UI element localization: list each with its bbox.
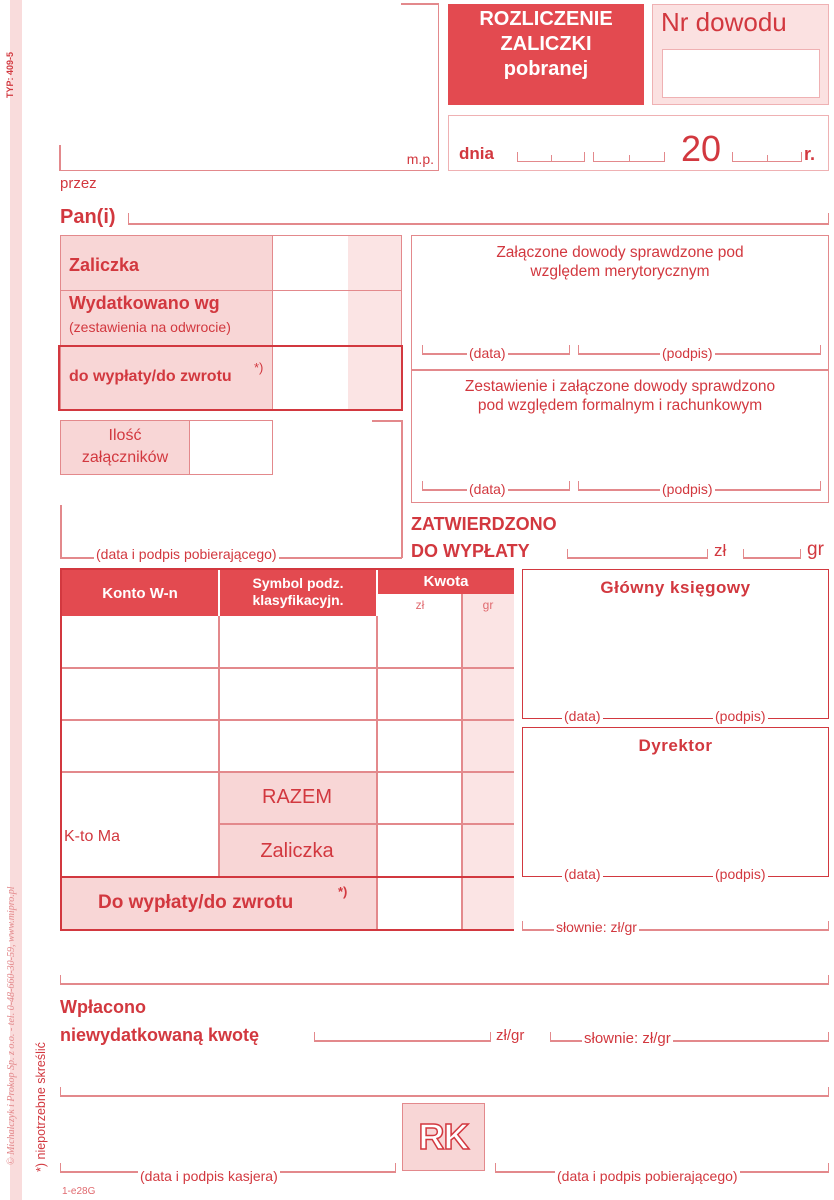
formal-sign-label: (podpis) [662,481,713,497]
razem-label: RAZEM [262,786,332,808]
tick [578,345,579,353]
tick [314,1032,315,1040]
summary-row-advance [61,236,401,291]
publisher-info: © Michalczyk i Prokop Sp. z o.o. - tel. 0-48-660-30-59, www.mipro.pl [6,886,17,1165]
credit-account-label: K-to Ma [64,828,121,845]
approval-zl-field[interactable] [567,557,708,559]
tick [800,549,801,557]
symbol-cell[interactable] [220,616,376,667]
day-field[interactable] [517,152,585,162]
summary-gr-field[interactable] [348,236,401,290]
przez-label: przez [60,175,97,192]
director-sign-label: (podpis) [715,866,766,882]
razem-zl-cell[interactable] [378,773,461,823]
date-box [448,115,829,171]
header-account [62,570,218,616]
tick [422,345,423,353]
recipient-signature-label: (data i podpis pobierającego) [96,546,277,562]
total-footnote-mark: *) [338,884,348,899]
account-cell[interactable] [62,721,218,771]
gr-cell[interactable] [463,616,514,667]
attachments-box [60,420,273,475]
person-label: Pan(i) [60,206,116,228]
total-label: Do wypłaty/do zwrotu [98,892,294,913]
attachments-count-field[interactable] [189,421,273,474]
document-number-label: Nr dowodu [661,7,787,37]
tick [828,921,829,929]
tick [820,481,821,489]
summary-label: do wypłaty/do zwrotu [69,368,232,385]
advance-gr-cell[interactable] [463,825,514,876]
document-number-box [652,4,829,105]
attachments-label-line-1: Ilość [108,427,142,444]
year-suffix: r. [804,144,816,164]
bracket-top [372,420,403,422]
merit-sign-label: (podpis) [662,345,713,361]
stamp-label: m.p. [406,151,434,167]
footnote-mark: *) [254,360,264,375]
title-line-1: ROZLICZENIE [479,8,613,30]
verification-box [411,235,829,503]
tick [828,975,829,983]
tick [707,549,708,557]
director-label: Dyrektor [638,736,713,755]
zl-cell[interactable] [378,616,461,667]
year-field[interactable] [732,152,802,162]
deposit-amount-field[interactable] [314,1040,491,1042]
tick [743,549,744,557]
account-cell[interactable] [62,616,218,667]
director-box[interactable] [522,727,829,882]
account-cell[interactable] [62,669,218,719]
tick [395,1163,396,1171]
tick [495,1163,496,1171]
merit-check-text [412,243,828,281]
summary-zl-field[interactable] [272,291,348,346]
symbol-cell[interactable] [220,669,376,719]
approval-label [411,511,557,565]
summary-label: Wydatkowano wg [69,293,220,313]
chief-accountant-box[interactable] [522,569,829,724]
tick [60,1087,61,1095]
formal-check-line-1: Zestawienie i załączone dowody sprawdzono [464,378,776,395]
formal-check-text [412,377,828,415]
header-amount [378,570,514,594]
title-line-2: ZALICZKI [500,33,592,55]
deposit-words-continuation-field[interactable] [60,1095,829,1097]
header-symbol-line-1: Symbol podz. [252,575,344,591]
summary-zl-field[interactable] [272,236,348,290]
year-prefix: 20 [681,128,722,169]
cash-register-box [402,1103,485,1171]
approval-line-2: DO WYPŁATY [411,541,530,561]
verification-divider [412,369,828,371]
advance-label: Zaliczka [260,840,334,862]
recipient-final-signature-label: (data i podpis pobierającego) [557,1168,738,1184]
summary-row-spent [61,291,401,346]
zl-cell[interactable] [378,721,461,771]
header-zl: zł [378,594,462,616]
cashier-signature-label: (data i podpis kasjera) [140,1168,278,1184]
deposit-words-label: słownie: zł/gr [584,1030,671,1047]
date-label: dnia [459,144,494,163]
stamp-area[interactable] [60,4,439,171]
zl-cell[interactable] [378,669,461,719]
tick [60,975,61,983]
tick [828,1163,829,1171]
header-symbol [220,570,376,616]
header-amount-label: Kwota [423,573,469,590]
merit-check-line-1: Załączone dowody sprawdzone pod [496,244,744,261]
total-label-cell [62,878,376,929]
formal-check-line-2: pod względem formalnym i rachunkowym [477,397,763,414]
tick [567,549,568,557]
accountant-date-label: (data) [564,708,601,724]
bracket-left [60,505,62,558]
total-zl-cell[interactable] [378,878,461,929]
approval-gr-field[interactable] [743,557,801,559]
gr-cell[interactable] [463,669,514,719]
deposit-zlgr-label: zł/gr [496,1027,525,1044]
tick [569,481,570,489]
advance-zl-cell[interactable] [378,825,461,876]
person-name-field[interactable] [128,223,829,225]
merit-check-line-2: względem merytorycznym [530,263,710,280]
tick [422,481,423,489]
attachments-label-line-2: załączników [81,449,169,466]
summary-sublabel: (zestawienia na odwrocie) [69,319,231,335]
symbol-cell[interactable] [220,721,376,771]
rk-label: RK [418,1116,469,1157]
balance-row-frame [58,345,403,411]
attachments-label [61,421,189,474]
header-gr: gr [462,594,514,616]
tick [522,921,523,929]
form-title [448,4,644,105]
deposit-line-1: Wpłacono [60,997,146,1017]
deposit-label [60,993,259,1049]
deposit-line-2: niewydatkowaną kwotę [60,1025,260,1045]
accounting-table [60,568,514,931]
month-field[interactable] [593,152,665,162]
summary-label: Zaliczka [69,255,140,275]
tick [569,345,570,353]
form-type-code: TYP: 409-5 [5,51,15,98]
approval-gr-label: gr [807,539,824,560]
words-continuation-field[interactable] [60,983,829,985]
bracket-right [401,420,403,558]
total-gr-cell[interactable] [463,878,514,929]
document-number-field[interactable] [662,49,820,98]
tick [60,1163,61,1171]
gr-cell[interactable] [463,721,514,771]
summary-gr-field[interactable] [348,291,401,346]
accountant-sign-label: (podpis) [715,708,766,724]
director-date-label: (data) [564,866,601,882]
chief-accountant-label: Główny księgowy [600,578,751,597]
header-account-label: Konto W-n [102,585,178,602]
approval-line-1: ZATWIERDZONO [411,514,557,534]
tick [828,1032,829,1040]
approval-zl-label: zł [714,541,727,560]
form-code: 1-e28G [62,1186,96,1197]
formal-date-label: (data) [469,481,506,497]
amount-in-words-label: słownie: zł/gr [556,919,637,935]
header-symbol-line-2: klasyfikacyjn. [252,592,344,608]
tick [820,345,821,353]
tick [828,1087,829,1095]
merit-date-label: (data) [469,345,506,361]
footnote: *) niepotrzebne skreślić [34,1042,48,1172]
tick [550,1032,551,1040]
title-line-3: pobranej [503,58,589,80]
razem-gr-cell[interactable] [463,773,514,823]
tick [578,481,579,489]
tick [490,1032,491,1040]
